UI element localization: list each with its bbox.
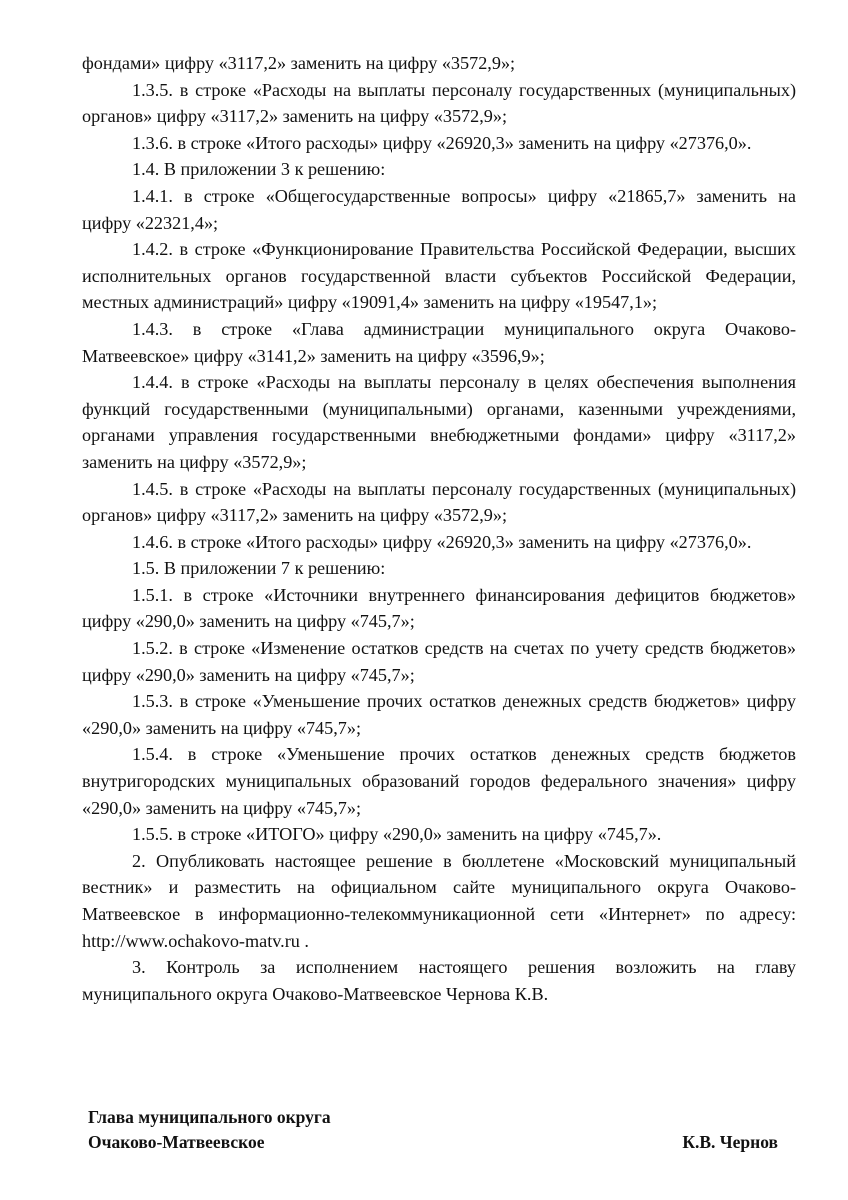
paragraph: 1.4.4. в строке «Расходы на выплаты персоналу в целях обеспечения выполнения функций государственными (муниципальными) органами, казенными учреждениями, органами управления государственными внебюджетными фондами» цифру «3117,2» заменить на цифру «3572,9»; bbox=[82, 372, 796, 472]
signature-district: Очаково-Матвеевское bbox=[88, 1132, 265, 1152]
signature-title: Глава муниципального округа bbox=[88, 1107, 331, 1127]
paragraph: 1.3.5. в строке «Расходы на выплаты персоналу государственных (муниципальных) органов» цифру «3117,2» заменить на цифру «3572,9»; bbox=[82, 79, 796, 127]
paragraph: 1.4. В приложении 3 к решению: bbox=[132, 159, 386, 180]
paragraph: 1.5.4. в строке «Уменьшение прочих остатков денежных средств бюджетов внутригородских муниципальных образований городов федерального значения» цифру «290,0» заменить на цифру «745,7»; bbox=[82, 744, 796, 818]
signature-name: К.В. Чернов bbox=[682, 1132, 778, 1152]
paragraph: 1.4.5. в строке «Расходы на выплаты персоналу государственных (муниципальных) органов» цифру «3117,2» заменить на цифру «3572,9»; bbox=[82, 478, 796, 526]
paragraph: 1.5. В приложении 7 к решению: bbox=[132, 558, 386, 579]
paragraph: 1.4.2. в строке «Функционирование Правительства Российской Федерации, высших исполнительных органов государственной власти субъектов Российской Федерации, местных администраций» цифру «19091,4» заменить на цифру «19547,1»; bbox=[82, 239, 796, 313]
paragraph: 1.4.6. в строке «Итого расходы» цифру «26920,3» заменить на цифру «27376,0». bbox=[132, 531, 752, 552]
paragraph: 1.5.1. в строке «Источники внутреннего финансирования дефицитов бюджетов» цифру «290,0» заменить на цифру «745,7»; bbox=[82, 584, 796, 632]
paragraph: 1.5.3. в строке «Уменьшение прочих остатков денежных средств бюджетов» цифру «290,0» заменить на цифру «745,7»; bbox=[82, 691, 796, 738]
paragraph: 1.4.1. в строке «Общегосударственные вопросы» цифру «21865,7» заменить на цифру «22321,4»; bbox=[82, 185, 796, 233]
signature-block bbox=[88, 1105, 778, 1155]
paragraph: 1.5.2. в строке «Изменение остатков средств на счетах по учету средств бюджетов» цифру «290,0» заменить на цифру «745,7»; bbox=[82, 638, 796, 685]
paragraph: фондами» цифру «3117,2» заменить на цифру «3572,9»; bbox=[82, 53, 516, 73]
paragraph: 1.5.5. в строке «ИТОГО» цифру «290,0» заменить на цифру «745,7». bbox=[132, 824, 662, 845]
paragraph: 1.3.6. в строке «Итого расходы» цифру «26920,3» заменить на цифру «27376,0». bbox=[132, 132, 752, 153]
paragraph: 1.4.3. в строке «Глава администрации муниципального округа Очаково-Матвеевское» цифру «3141,2» заменить на цифру «3596,9»; bbox=[82, 318, 796, 366]
paragraph: 3. Контроль за исполнением настоящего решения возложить на главу муниципального округа Очаково-Матвеевское Чернова К.В. bbox=[82, 957, 796, 1004]
document-body bbox=[82, 50, 796, 1007]
paragraph: 2. Опубликовать настоящее решение в бюллетене «Московский муниципальный вестник» и разместить на официальном сайте муниципального округа Очаково-Матвеевское в информационно-телекоммуникационной сети «Интернет» по адресу: http://www.ochakovo-matv.ru . bbox=[82, 850, 796, 951]
